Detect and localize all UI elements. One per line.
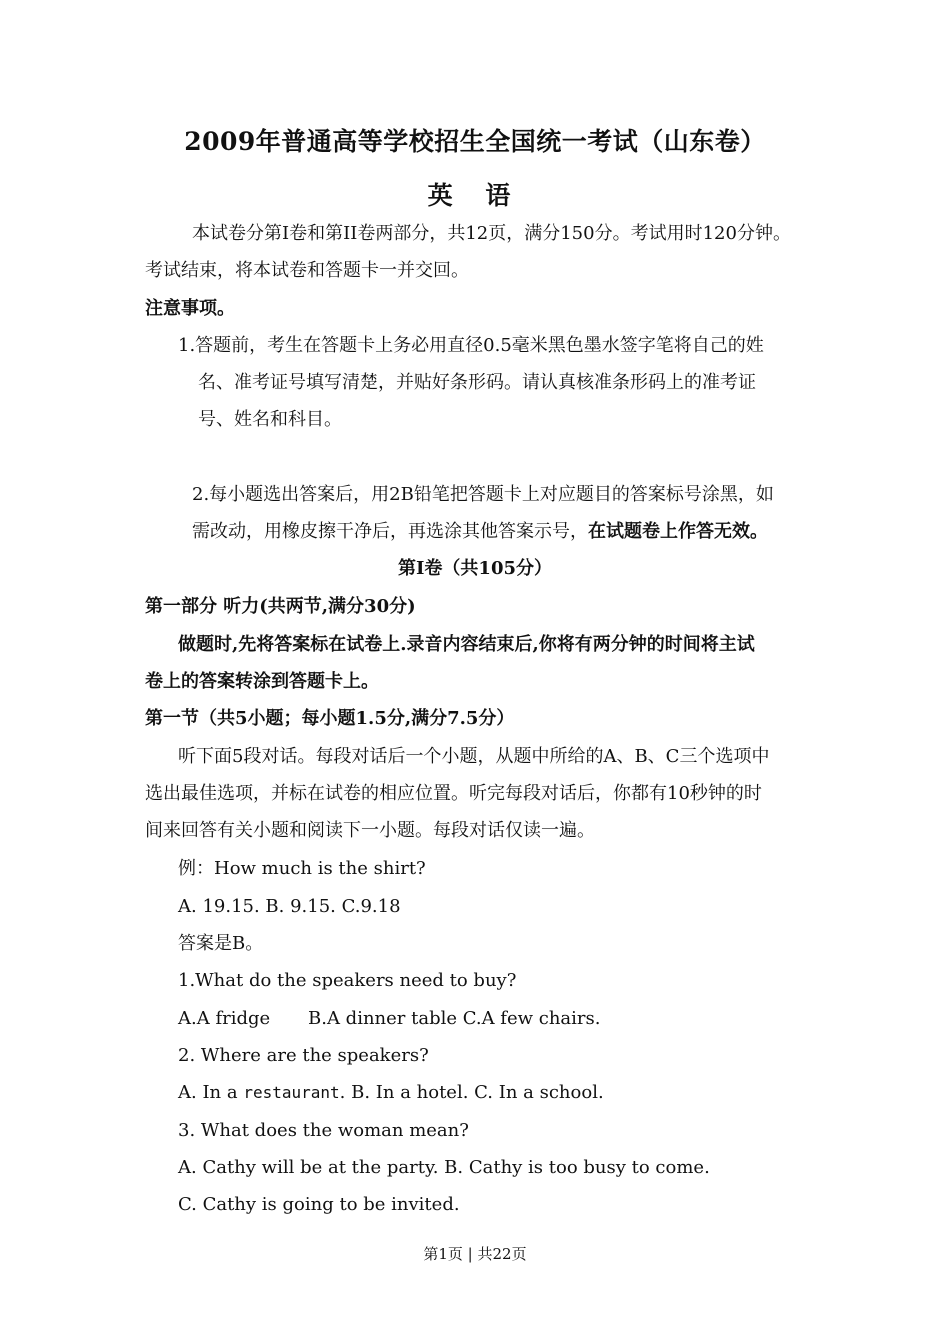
directions-line-3: 间来回答有关小题和阅读下一小题。每段对话仅读一遍。	[145, 820, 595, 841]
note-2-line-2	[192, 520, 768, 544]
intro-line-1: 本试卷分第I卷和第II卷两部分，共12页，满分150分。考试用时120分钟。	[192, 223, 791, 244]
example-options: A. 19.15. B. 9.15. C.9.18	[178, 896, 401, 917]
directions-line-2: 选出最佳选项，并标在试卷的相应位置。听完每段对话后，你都有10秒钟的时	[145, 783, 762, 804]
question-2-option-a-prefix: A. In a	[178, 1082, 244, 1103]
question-1-options-bc: B.A dinner table C.A few chairs.	[308, 1008, 601, 1029]
question-1: 1.What do the speakers need to buy?	[178, 970, 517, 991]
example-question: 例：How much is the shirt?	[178, 858, 426, 879]
part-1-heading: 第一部分 听力(共两节,满分30分)	[145, 596, 416, 617]
question-3-option-c: C. Cathy is going to be invited.	[178, 1194, 460, 1215]
page-footer: 第1页 | 共22页	[423, 1245, 527, 1263]
question-2-options	[178, 1081, 604, 1105]
intro-line-2: 考试结束，将本试卷和答题卡一并交回。	[145, 260, 469, 281]
question-2: 2. Where are the speakers?	[178, 1045, 429, 1066]
note-1-line-1: 1.答题前，考生在答题卡上务必用直径0.5毫米黑色墨水签字笔将自己的姓	[178, 335, 764, 356]
example-answer: 答案是B。	[178, 933, 264, 954]
question-2-option-a-word: restaurant	[243, 1083, 340, 1102]
note-1-line-2: 名、准考证号填写清楚，并贴好条形码。请认真核准条形码上的准考证	[198, 372, 756, 393]
section-1-heading: 第一节（共5小题；每小题1.5分,满分7.5分）	[145, 708, 515, 729]
note-2-line-1: 2.每小题选出答案后，用2B铅笔把答题卡上对应题目的答案标号涂黑，如	[192, 484, 774, 505]
instruction-line-1: 做题时,先将答案标在试卷上.录音内容结束后,你将有两分钟的时间将主试	[178, 634, 755, 655]
subject-heading: 英 语	[427, 181, 523, 210]
question-2-options-rest: . B. In a hotel. C. In a school.	[339, 1082, 604, 1103]
note-1-line-3: 号、姓名和科目。	[198, 409, 342, 430]
notes-heading: 注意事项。	[145, 298, 235, 319]
directions-line-1: 听下面5段对话。每段对话后一个小题，从题中所给的A、B、C三个选项中	[178, 746, 770, 767]
volume-1-heading: 第I卷（共105分）	[398, 558, 552, 579]
question-3: 3. What does the woman mean?	[178, 1120, 469, 1141]
note-2-line-2-text: 需改动，用橡皮擦干净后，再选涂其他答案示号，	[192, 521, 588, 542]
exam-title: 2009年普通高等学校招生全国统一考试（山东卷）	[184, 127, 766, 156]
question-1-option-a: A.A fridge	[178, 1008, 271, 1029]
question-3-options-ab: A. Cathy will be at the party. B. Cathy is too busy to come.	[178, 1157, 710, 1178]
instruction-line-2: 卷上的答案转涂到答题卡上。	[145, 671, 379, 692]
note-2-warning: 在试题卷上作答无效。	[588, 521, 768, 542]
